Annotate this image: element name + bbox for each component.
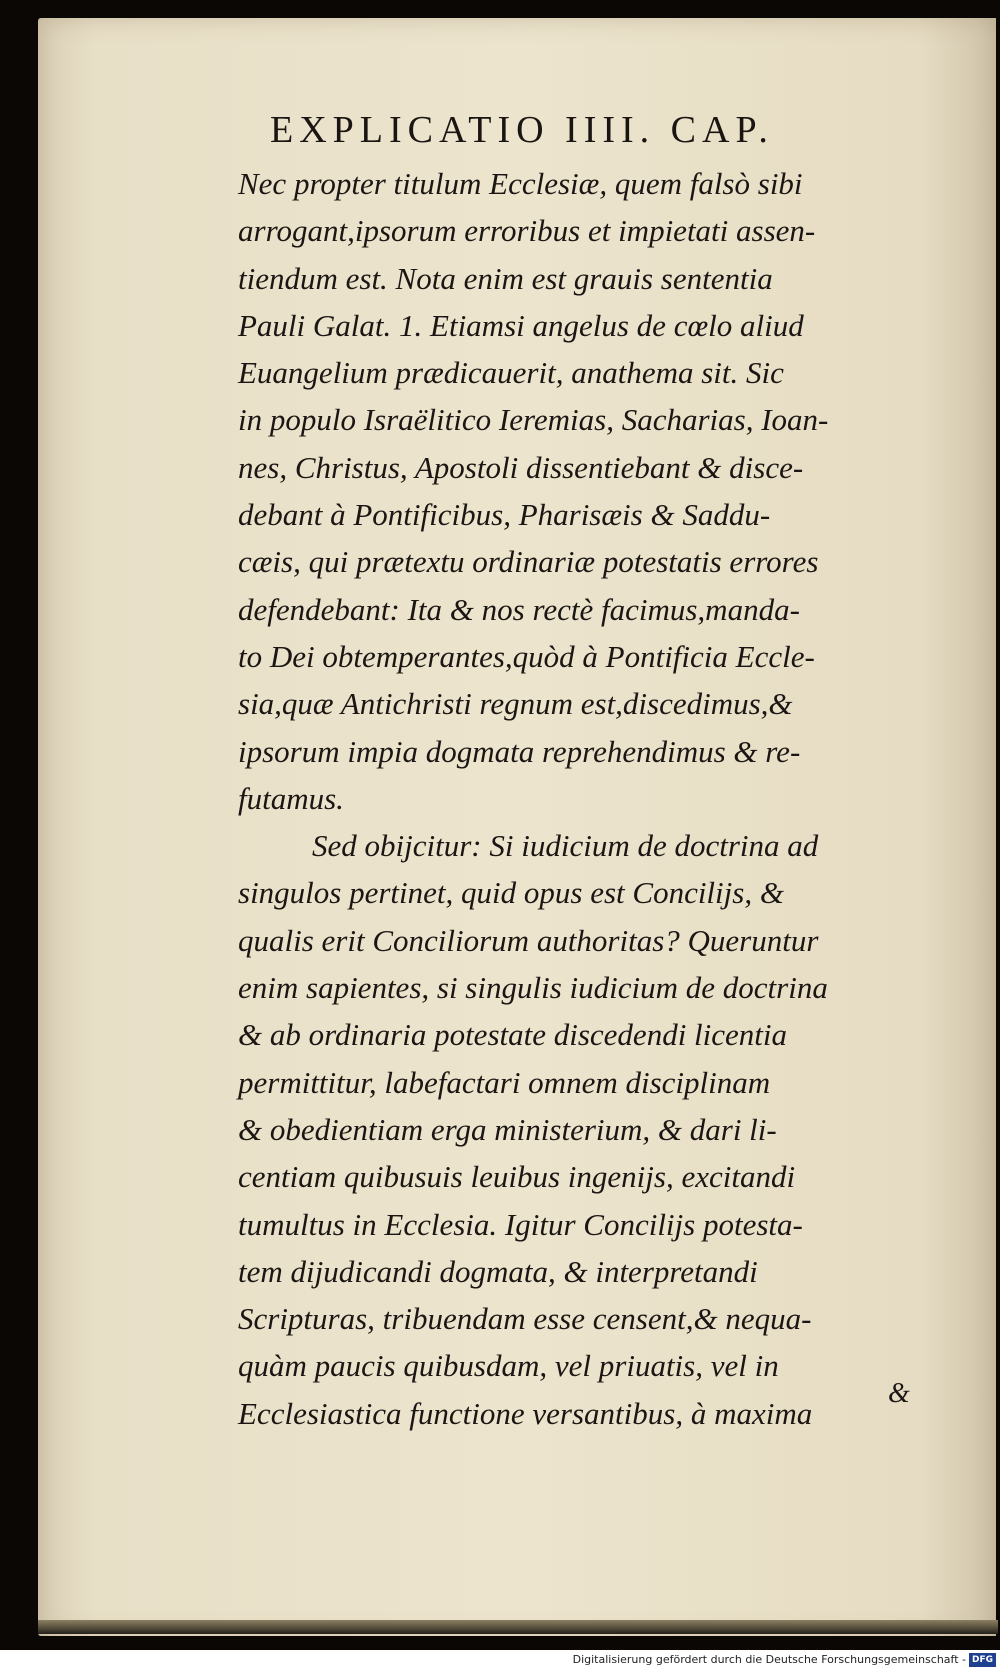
- text-line: & ab ordinaria potestate discedendi licentia: [238, 1017, 788, 1053]
- text-line: Pauli Galat. 1. Etiamsi angelus de cœlo aliud: [238, 307, 804, 343]
- page-bottom-edge: [38, 1620, 998, 1634]
- text-line: in populo Israëlitico Ieremias, Sacharias, Ioan-: [238, 402, 829, 438]
- text-line: qualis erit Conciliorum authoritas? Queruntur: [238, 922, 819, 958]
- text-line: centiam quibusuis leuibus ingenijs, excitandi: [238, 1159, 796, 1195]
- text-line: tumultus in Ecclesia. Igitur Concilijs potesta-: [238, 1206, 803, 1242]
- text-line: sia,quæ Antichristi regnum est,discedimus,&: [238, 686, 793, 722]
- text-line: futamus.: [238, 780, 344, 816]
- dfg-logo: DFG: [969, 1653, 996, 1667]
- text-line: tem dijudicandi dogmata, & interpretandi: [238, 1253, 758, 1289]
- text-line: nes, Christus, Apostoli dissentiebant & disce-: [238, 449, 804, 485]
- text-line: Scripturas, tribuendam esse censent,& nequa-: [238, 1301, 812, 1337]
- text-line: Euangelium prædicauerit, anathema sit. Sic: [238, 355, 784, 391]
- text-line: defendebant: Ita & nos rectè facimus,manda-: [238, 591, 800, 627]
- text-line-paragraph-start: Sed obijcitur: Si iudicium de doctrina ad: [312, 828, 819, 864]
- text-line: arrogant,ipsorum erroribus et impietati assen-: [238, 213, 816, 249]
- text-line: cæis, qui prætextu ordinariæ potestatis errores: [238, 544, 819, 580]
- text-line: enim sapientes, si singulis iudicium de doctrina: [238, 970, 828, 1006]
- text-line: ipsorum impia dogmata reprehendimus & re-: [238, 733, 801, 769]
- text-line: to Dei obtemperantes,quòd à Pontificia Eccle-: [238, 638, 815, 674]
- text-line: singulos pertinet, quid opus est Concilijs, &: [238, 875, 784, 911]
- text-line: Nec propter titulum Ecclesiæ, quem falsò sibi: [238, 166, 803, 201]
- text-line: & obedientiam erga ministerium, & dari li-: [238, 1111, 777, 1147]
- body-text: [238, 160, 968, 1437]
- text-line: permittitur, labefactari omnem disciplinam: [238, 1064, 771, 1100]
- text-line: tiendum est. Nota enim est grauis sententia: [238, 260, 773, 296]
- text-line: quàm paucis quibusdam, vel priuatis, vel in: [238, 1348, 779, 1384]
- running-head: EXPLICATIO IIII. CAP.: [270, 109, 774, 151]
- catchword: &: [888, 1378, 910, 1409]
- text-line: Ecclesiastica functione versantibus, à maxima: [238, 1395, 813, 1431]
- footer-credit: Digitalisierung gefördert durch die Deutsche Forschungsgemeinschaft -: [572, 1653, 966, 1666]
- text-line: debant à Pontificibus, Pharisæis & Saddu-: [238, 497, 771, 533]
